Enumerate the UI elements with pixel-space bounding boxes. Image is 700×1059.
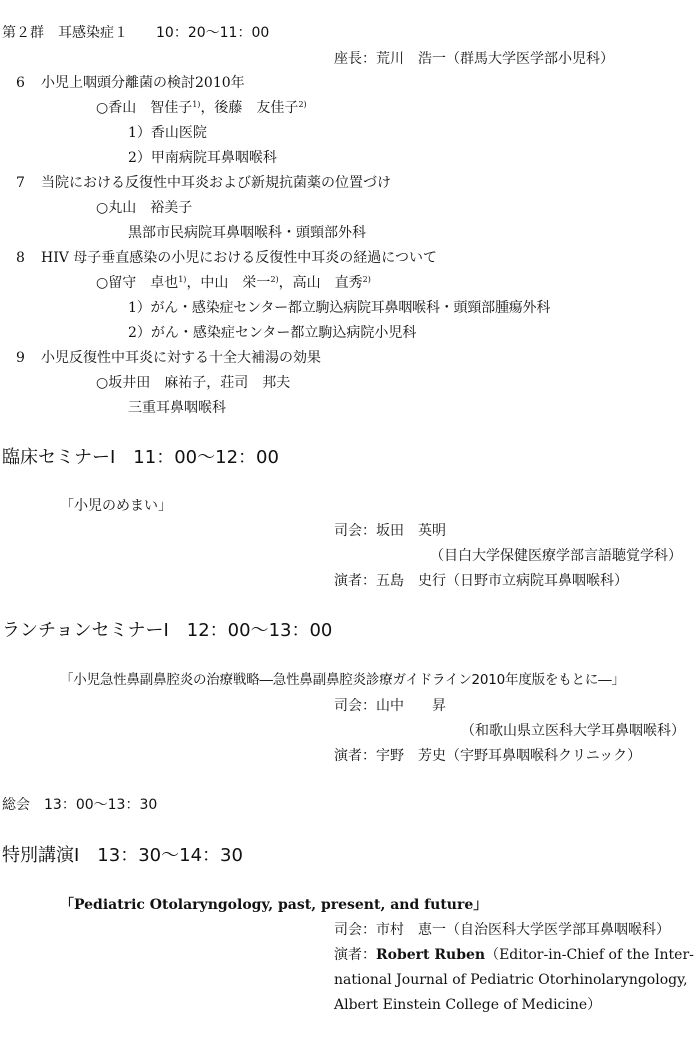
author-affil-mark: 2) [362,275,371,284]
luncheon1-moderator [334,699,446,713]
luncheon1-heading: ランチョンセミナーⅠ 12：00〜13：00 [2,620,333,641]
moderator-affil: （自治医科大学医学部耳鼻咽喉科） [446,922,670,938]
speaker-label: 演者： [334,748,376,764]
special-lecture1-speaker [334,948,694,962]
speaker-affil: （日野市立病院耳鼻咽喉科） [446,573,628,589]
author: ○留守 卓也 [96,275,179,291]
seminar1-heading: 臨床セミナーⅠ 11：00〜12：00 [2,447,279,468]
speaker-affil: （宇野耳鼻咽喉科クリニック） [446,748,642,764]
item-6-authors [96,101,307,115]
luncheon1-moderator-affil: （和歌山県立医科大学耳鼻咽喉科） [461,723,685,739]
seminar1-speaker [334,574,628,588]
luncheon1-title: 「小児急性鼻副鼻腔炎の治療戦略―急性鼻副鼻腔炎診療ガイドライン2010年度版をもとに―」 [60,672,625,688]
item-6-affil-1: 1）香山医院 [128,125,207,141]
author: ○香山 智佳子 [96,100,193,116]
moderator-label: 司会： [334,523,376,539]
group2-chair-text: 座長：荒川 浩一（群馬大学医学部小児科） [334,51,614,67]
special-lecture1-title: 「Pediatric Otolaryngology, past, present, and future」 [60,897,488,913]
item-9-number: 9 [16,350,25,366]
special-lecture1-heading: 特別講演Ⅰ 13：30〜14：30 [2,845,243,866]
speaker-label: 演者： [334,573,376,589]
item-6-number: 6 [16,75,25,91]
special-lecture1-speaker-affil-2: national Journal of Pediatric Otorhinolaryngology, [334,972,688,988]
item-6-affil-2: 2）甲南病院耳鼻咽喉科 [128,150,277,166]
item-7-title: 当院における反復性中耳炎および新規抗菌薬の位置づけ [41,175,391,191]
item-7-authors: ○丸山 裕美子 [96,200,193,216]
speaker-name: Robert Ruben [376,947,486,963]
item-8-authors [96,276,371,290]
special-lecture1-moderator [334,923,670,937]
item-7-number: 7 [16,175,25,191]
item-6-title: 小児上咽頭分離菌の検討2010年 [41,75,245,91]
item-9-title: 小児反復性中耳炎に対する十全大補湯の効果 [41,350,321,366]
luncheon1-speaker [334,749,641,763]
general-meeting-heading: 総会 13：00〜13：30 [2,797,158,813]
item-8-title: HIV 母子垂直感染の小児における反復性中耳炎の経過について [41,250,438,266]
author: ，高山 直秀 [278,275,363,291]
special-lecture1-speaker-affil-3: Albert Einstein College of Medicine） [334,997,602,1013]
seminar1-moderator [334,524,446,538]
item-9-authors: ○坂井田 麻祐子，荘司 邦夫 [96,375,291,391]
author: ，中山 栄一 [186,275,271,291]
moderator-label: 司会： [334,922,376,938]
item-8-number: 8 [16,250,25,266]
moderator-name: 坂田 英明 [376,523,446,539]
moderator-label: 司会： [334,698,376,714]
speaker-name: 五島 史行 [376,573,446,589]
moderator-name: 市村 恵一 [376,922,446,938]
speaker-name: 宇野 芳史 [376,748,446,764]
speaker-label: 演者： [334,947,376,963]
group2-heading: 第２群 耳感染症１ 10：20〜11：00 [2,25,270,41]
author: ，後藤 友佳子 [200,100,299,116]
author-affil-mark: 1) [178,275,187,284]
author-affil-mark: 2) [270,275,279,284]
speaker-affil-line-1: （Editor-in-Chief of the Inter- [485,947,694,963]
group2-chair [334,52,614,66]
item-9-affil: 三重耳鼻咽喉科 [128,400,226,416]
item-8-affil-1: 1）がん・感染症センター都立駒込病院耳鼻咽喉科・頭頸部腫瘍外科 [128,300,551,316]
item-8-affil-2: 2）がん・感染症センター都立駒込病院小児科 [128,325,417,341]
author-affil-mark: 1) [192,100,201,109]
item-7-affil: 黒部市民病院耳鼻咽喉科・頭頸部外科 [128,225,366,241]
author-affil-mark: 2) [298,100,307,109]
moderator-name: 山中 昇 [376,698,446,714]
seminar1-title: 「小児のめまい」 [60,498,172,514]
seminar1-moderator-affil: （目白大学保健医療学部言語聴覚学科） [430,548,682,564]
